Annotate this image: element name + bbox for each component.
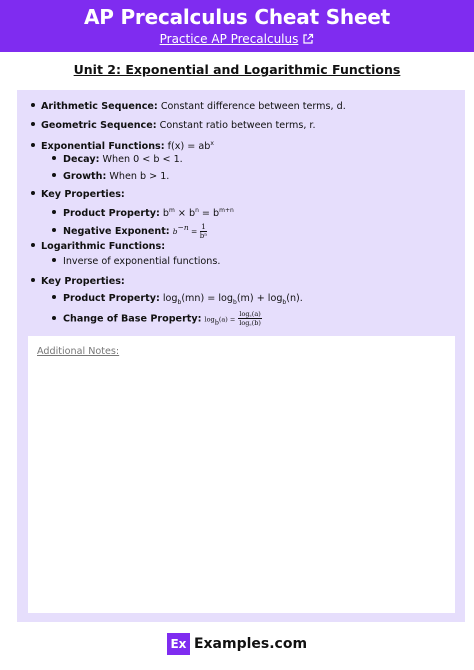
exponent: x [210,140,214,147]
bullet [31,243,35,247]
bullet [52,316,56,320]
formula-part: (a) = [218,315,236,324]
item-label: Logarithmic Functions: [41,241,166,252]
content-panel [17,90,465,622]
numerator: log꜀(a) [239,310,261,318]
item-text: When 0 < b < 1. [102,154,183,165]
list-item [31,276,125,288]
logo-mark: Ex [167,633,190,655]
bullet [52,173,56,177]
formula-part: × b [174,208,196,220]
bullet [31,191,35,195]
list-item [31,101,346,113]
item-text: Inverse of exponential functions. [63,256,221,267]
subscript: b [282,298,287,306]
item-text: Constant ratio between terms, r. [159,120,316,131]
list-item [52,220,207,240]
fraction [200,223,208,240]
item-text: Constant difference between terms, d. [160,101,346,112]
item-label: Decay: [63,154,100,165]
list-item [52,256,220,268]
item-label: Exponential Functions: [41,141,165,153]
external-link-icon [302,33,314,45]
bullet [52,228,56,232]
list-item [31,189,125,201]
bullet [31,122,35,126]
notes-label: Additional Notes: [37,346,120,357]
item-label: Negative Exponent: [63,226,170,238]
header-banner [0,0,474,52]
item-label: Change of Base Property: [63,313,202,325]
item-label: Growth: [63,171,107,182]
exponent: m [168,207,175,214]
logo-text: Examples.com [193,636,308,652]
exponent: n [195,207,199,214]
item-label: Arithmetic Sequence: [41,101,158,112]
denominator: bⁿ [199,231,208,240]
item-text: f(x) = ab [167,141,211,153]
numerator: 1 [201,221,206,231]
bullet [52,156,56,160]
page-title: AP Precalculus Cheat Sheet [83,5,391,29]
item-text: When b > 1. [109,171,170,182]
footer-brand [0,632,474,656]
formula-part: (n). [286,293,303,304]
list-item [52,310,262,331]
item-label: Geometric Sequence: [41,120,157,131]
subscript: b [233,298,237,306]
formula-part: (mn) = log [181,293,233,304]
list-item [52,293,303,309]
exponent: −n [177,223,189,232]
notes-box[interactable] [28,336,455,613]
list-item [31,120,316,132]
list-item [31,241,165,253]
fraction [238,310,261,327]
bullet [31,278,35,282]
bullet [52,258,56,262]
bullet [52,210,56,214]
subscript: b [177,298,182,306]
formula-part: (m) + log [236,293,283,304]
item-label: Key Properties: [41,189,125,200]
bullet [31,143,35,147]
subscript: b [214,318,219,327]
list-item [52,171,169,183]
formula-part: = b [198,208,220,220]
practice-link[interactable] [160,32,315,46]
list-item [52,154,183,166]
formula-part: = [188,227,200,237]
exponent: m+n [219,207,234,214]
formula-part: log [204,315,215,324]
item-label: Product Property: [63,293,160,304]
unit-title: Unit 2: Exponential and Logarithmic Functions [73,62,401,77]
bullet [52,295,56,299]
formula-part: log [162,293,178,304]
list-item [52,205,234,220]
item-label: Product Property: [63,208,160,220]
list-item [31,138,214,153]
denominator: log꜀(b) [239,319,261,327]
item-label: Key Properties: [41,276,125,287]
bullet [31,103,35,107]
formula-part: b [172,227,178,237]
practice-link-label: Practice AP Precalculus [159,32,299,46]
formula-part: b [162,208,169,220]
